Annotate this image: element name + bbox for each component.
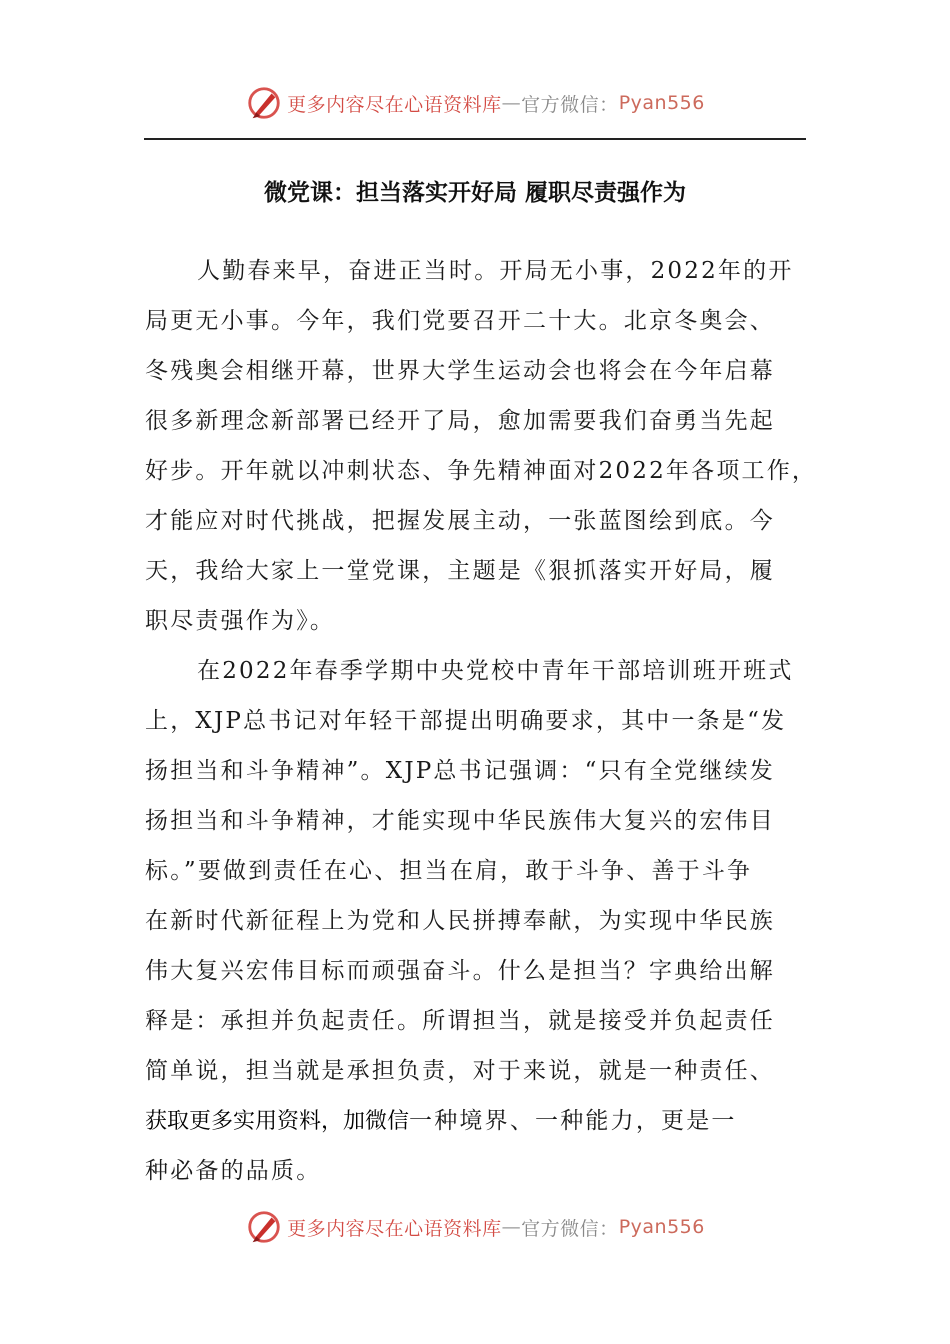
watermark-main: 更多内容尽在心语资料库 [287,93,502,116]
last-line: 种必备的品质。 [145,1158,322,1184]
watermark-dash: — [501,92,522,114]
promo-line-rest: 一种境界、一种能力，更是一 [409,1108,737,1134]
p2-line: 释是：承担并负起责任。所谓担当，就是接受并负起责任 [145,1008,775,1034]
p1-line: 职尽责强作为》。 [145,608,336,634]
document-body [145,246,825,1196]
p2-line: 简单说，担当就是承担负责，对于来说，就是一种责任、 [145,1058,775,1084]
footer-watermark [0,1208,950,1246]
promo-line [145,1096,825,1146]
watermark-id: Pyan556 [618,1216,705,1238]
watermark-label: 官方微信： [521,93,619,116]
pen-logo-icon [245,84,283,122]
p2-line: 在新时代新征程上为党和人民拼搏奉献，为实现中华民族 [145,908,775,934]
watermark-label: 官方微信： [521,1217,619,1240]
promo-text: 获取更多实用资料，加微信 [145,1109,410,1134]
p2-line: 扬担当和斗争精神”。XJP总书记强调：“只有全党继续发 [145,758,775,784]
pen-logo-icon [245,1208,283,1246]
p1-line: 天，我给大家上一堂党课，主题是《狠抓落实开好局，履 [145,558,775,584]
watermark-main: 更多内容尽在心语资料库 [287,1217,502,1240]
watermark-dash: — [501,1216,522,1238]
p1-line: 局更无小事。今年，我们党要召开二十大。北京冬奥会、 [145,308,775,334]
p2-line: 标。”要做到责任在心、担当在肩，敢于斗争、善于斗争 [145,858,753,884]
p1-line: 人勤春来早，奋进正当时。开局无小事，2022年的开 [197,258,794,284]
header-rule [144,138,806,140]
p2-line: 伟大复兴宏伟目标而顽强奋斗。什么是担当？字典给出解 [145,958,775,984]
p2-line: 上，XJP总书记对年轻干部提出明确要求，其中一条是“发 [145,708,787,734]
header-watermark [0,84,950,122]
document-title: 微党课：担当落实开好局 履职尽责强作为 [263,180,686,206]
p1-line: 冬残奥会相继开幕，世界大学生运动会也将会在今年启幕 [145,358,775,384]
p2-line: 在2022年春季学期中央党校中青年干部培训班开班式 [197,658,794,684]
p1-line: 才能应对时代挑战，把握发展主动，一张蓝图绘到底。今 [145,508,775,534]
p1-line: 好步。开年就以冲刺状态、争先精神面对2022年各项工作， [145,458,818,484]
p2-line: 扬担当和斗争精神，才能实现中华民族伟大复兴的宏伟目 [145,808,775,834]
watermark-id: Pyan556 [618,92,705,114]
p1-line: 很多新理念新部署已经开了局，愈加需要我们奋勇当先起 [145,408,775,434]
